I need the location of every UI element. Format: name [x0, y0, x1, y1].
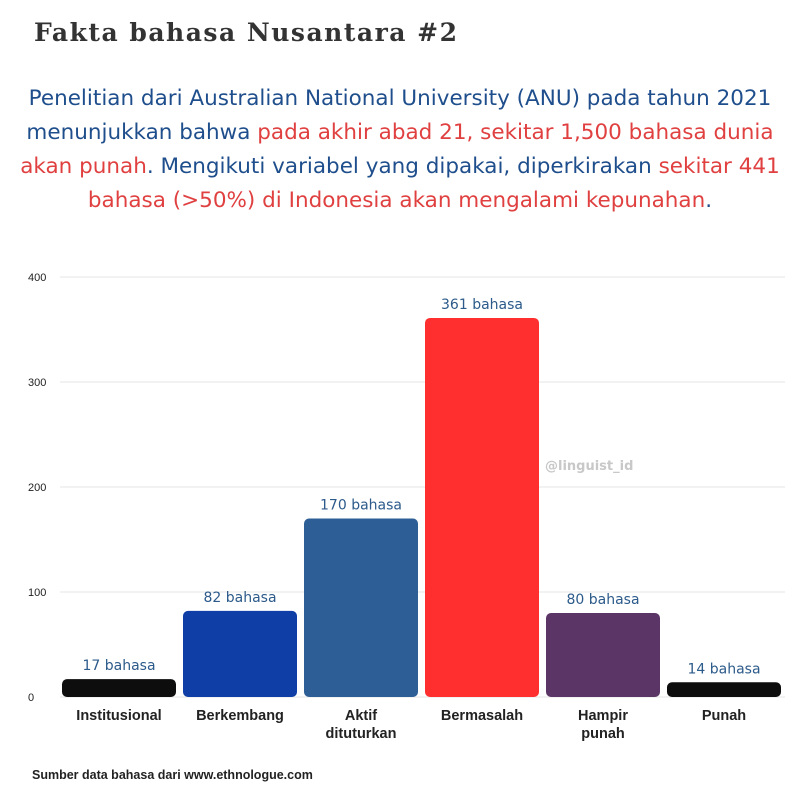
category-label: Hampir — [578, 708, 628, 724]
y-tick-label: 200 — [28, 482, 47, 494]
category-label: Punah — [701, 708, 747, 724]
y-tick-label: 100 — [28, 587, 47, 599]
bar — [62, 679, 176, 697]
category-label: punah — [581, 726, 625, 742]
intro-text-highlight-2: sekitar 441 bahasa (>50%) di Indonesia akan mengalami kepunahan — [87, 154, 780, 213]
data-label: 14 bahasa — [687, 661, 761, 678]
bar — [546, 613, 660, 697]
bar — [425, 318, 539, 697]
bar — [183, 611, 297, 697]
watermark-text: @linguist_id — [545, 459, 634, 474]
y-tick-label: 300 — [28, 377, 47, 389]
bar — [667, 682, 781, 697]
bar — [304, 519, 418, 698]
category-label: Institusional — [76, 708, 162, 724]
chart-bars — [62, 297, 781, 742]
intro-text-part3: . Mengikuti variabel yang dipakai, diperkirakan — [146, 154, 659, 179]
category-label: Bermasalah — [440, 708, 524, 724]
data-label: 170 bahasa — [320, 497, 402, 514]
data-label: 80 bahasa — [566, 592, 640, 608]
data-label: 17 bahasa — [82, 658, 156, 675]
page-title: Fakta bahasa Nusantara #2 — [34, 18, 459, 47]
data-label: 361 bahasa — [441, 296, 523, 313]
intro-text-highlight-1: pada akhir abad 21, sekitar 1,500 bahasa dunia akan punah — [20, 120, 774, 179]
source-note: Sumber data bahasa dari www.ethnologue.com — [32, 768, 313, 782]
data-label: 82 bahasa — [203, 589, 277, 606]
category-label: Aktif — [344, 708, 378, 724]
intro-text-part5: . — [705, 188, 713, 213]
category-label: dituturkan — [325, 726, 397, 742]
category-label: Berkembang — [196, 708, 284, 724]
intro-text-part1: Penelitian dari Australian National University (ANU) pada tahun 2021 menunjukkan bahwa — [26, 86, 772, 145]
y-tick-label: 400 — [28, 272, 47, 284]
y-tick-label: 0 — [28, 692, 35, 704]
